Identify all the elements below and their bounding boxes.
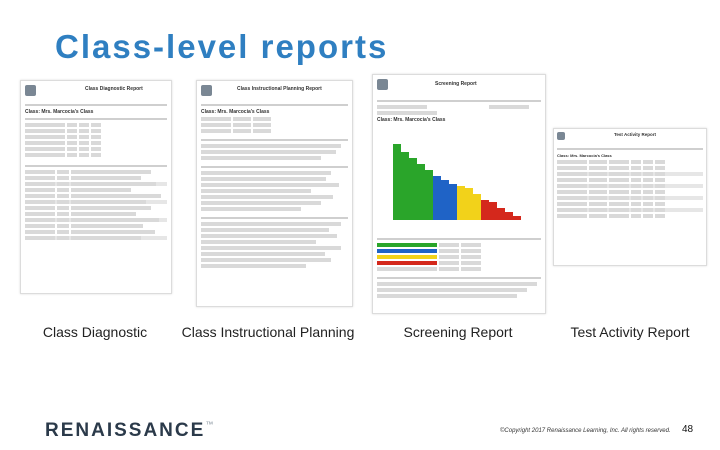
report-header: Screening Report <box>435 81 477 87</box>
report-logo-icon <box>377 79 388 90</box>
report-subheader: Class: Mrs. Marcocia's Class <box>25 109 94 115</box>
screening-report-thumbnail[interactable] <box>372 74 546 314</box>
report-logo-icon <box>25 85 36 96</box>
report-header: Test Activity Report <box>614 132 657 137</box>
test-activity-report-thumbnail[interactable] <box>553 128 707 266</box>
caption-screening-report: Screening Report <box>403 324 513 340</box>
screening-table <box>377 235 541 300</box>
report-subheader: Class: Mrs. Marcocia's Class <box>377 117 446 123</box>
copyright-text: ©Copyright 2017 Renaissance Learning, Inc. All rights reserved. <box>500 428 671 434</box>
slide-title: Class-level reports <box>55 28 389 65</box>
report-subheader: Class: Mrs. Marcocia's Class <box>557 153 612 158</box>
logo-text: RENAISSANCE <box>45 420 206 441</box>
report-header: Class Diagnostic Report <box>85 86 143 92</box>
report-logo-icon <box>201 85 212 96</box>
report-meta <box>377 97 541 123</box>
caption-class-diagnostic: Class Diagnostic <box>42 324 148 340</box>
renaissance-logo <box>45 420 215 442</box>
class-diagnostic-thumbnail[interactable] <box>20 80 172 294</box>
trademark-symbol: ™ <box>205 420 216 429</box>
report-subheader: Class: Mrs. Marcocia's Class <box>201 109 270 115</box>
report-body <box>25 101 167 242</box>
report-body <box>557 145 703 220</box>
caption-class-instructional-planning: Class Instructional Planning <box>181 324 355 340</box>
report-logo-icon <box>557 132 565 140</box>
caption-test-activity-report: Test Activity Report <box>570 324 690 340</box>
page-number: 48 <box>682 424 694 435</box>
screening-chart <box>393 140 533 220</box>
report-header: Class Instructional Planning Report <box>237 86 322 92</box>
report-body <box>201 101 348 270</box>
class-instructional-planning-thumbnail[interactable] <box>196 80 353 307</box>
